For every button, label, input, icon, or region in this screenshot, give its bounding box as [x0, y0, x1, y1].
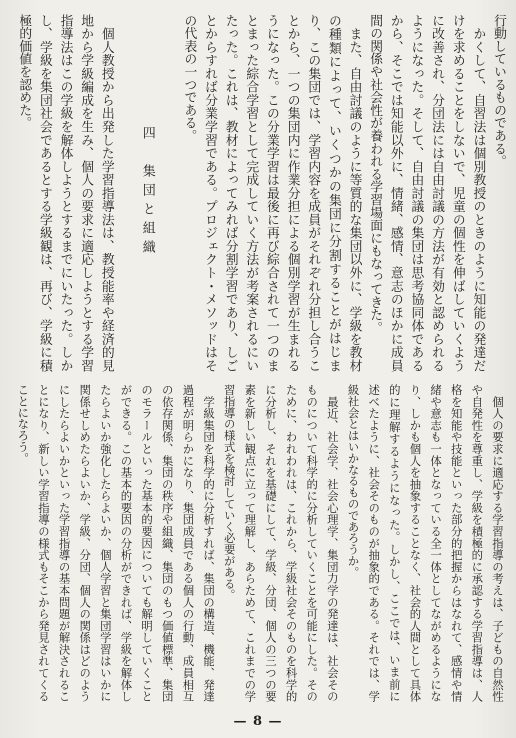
text-column: し、学級を集団社会であるとする学級観は、再び、学級に積 [36, 14, 52, 372]
text-column: ができる。この基本的要因の分析ができれば、学級を解体し [119, 384, 134, 702]
text-column: り、しかも個人を抽象することなく、社会的人間として具体 [408, 384, 423, 702]
text-column: うになった。この分業学習は最後に再び綜合されて一つのま [263, 14, 279, 372]
text-column: から、そこでは知能以外に、情緒、感情、意志のほかに成員 [387, 14, 403, 372]
text-column: 過程が明らかになり、集団成員である個人の行動、成員相互 [181, 384, 196, 702]
text-column: 行動しているものである。 [491, 14, 506, 168]
text-column: に分析し、それを基礎にして、学級、分団、個人の三つの要 [263, 384, 278, 702]
text-column: とになり、新しい学習指導の様式もそこから発見されてくる [36, 384, 51, 702]
bottom-text-block [12, 384, 508, 702]
text-column: ものについて科学的に分析していくことを可能にした。その [305, 384, 320, 702]
text-column: とから、一つの集団内に作業分担による個別学習が生まれる [284, 14, 300, 372]
text-column: 個人の要求に適応する学習指導の考えは、子どもの自然性 [491, 384, 505, 702]
text-column: 地から学級編成を生み、個人の要求に適応しようとする学習 [78, 14, 94, 372]
text-column: 習指導の様式を検討していく必要がある。 [222, 384, 237, 601]
text-column: や自発性を尊重し、学級を積極的に承認する学習指導は、人 [470, 384, 485, 702]
text-column: 述べたように、社会そのものが抽象的である。それでは、学 [367, 384, 382, 702]
text-column: 級社会とはいかなるものであろうか。 [346, 384, 361, 578]
text-column: 関係せしめたらよいか、学級、分団、個人の関係はどのよう [78, 384, 93, 702]
text-column: とまった綜合学習として完成していく方法が考案されるにい [243, 14, 259, 372]
text-column: ようになった。そして、自由討議の集団は思考協同体である [408, 14, 424, 372]
text-column: 学級集団を科学的に分析すれば、集団の構造、機能、発達 [202, 384, 217, 702]
text-column: たらよいか強化したらよいか、個人学習と集団学習はいかに [98, 384, 113, 702]
text-column: の代表の一つである。 [181, 14, 197, 142]
text-column: にしたらよいかといった学習指導の基本問題が解決されるこ [57, 384, 72, 702]
text-column: けを求めることをしないで、児童の個性を伸ばしていくよう [449, 14, 465, 372]
text-column: 間の関係や社会性が養われる学習場面にもなってきた。 [367, 14, 383, 334]
text-column: たった。これは、教材によってみれば分割学習であり、しご [222, 14, 238, 372]
top-text-block [12, 14, 508, 372]
text-column: に改善され、分団法には自由討議の方法が有効と認められる [429, 14, 445, 372]
text-column: 素を新しい観点に立って理解し、あらためて、これまでの学 [243, 384, 258, 702]
text-column: 最近、社会学、社会心理学、集団力学の発達は、社会その [325, 384, 340, 702]
text-column: 指導法はこの学級を解体しようとするまでにいたった。しか [57, 14, 73, 372]
text-column: の種類によって、いくつかの集団に分割することがはじま [325, 14, 341, 372]
text-column: かくして、自習法は個別教授のときのように知能の発達だ [470, 14, 486, 372]
text-column: また、自由討議のように等質的な集団以外に、学級を教材 [346, 14, 362, 372]
text-column: ことになろう。 [16, 384, 31, 464]
text-column: 緒や意志も一体となっている全一体としてながめるようにな [429, 384, 444, 702]
text-column: 的に理解するようになった。しかし、ここでは、いま前に [387, 384, 402, 702]
text-column: 個人教授から出発した学習指導法は、教授能率や経済的見 [98, 14, 114, 372]
text-column: 極的価値を認めた。 [16, 14, 32, 130]
text-column: とからすれば分業学習である。プロジェクト・メソッドはそ [202, 14, 218, 372]
page-number: — 8 — [233, 714, 283, 729]
section-heading: 四 集団と組織 [139, 126, 155, 259]
text-column: の依存関係、集団の秩序や組織、集団のもつ価値標準、集団 [160, 384, 175, 702]
text-column: ために、われわれは、これから、学級社会そのものを科学的 [284, 384, 299, 702]
text-column: 格を知能や技能といった部分的把握からはなれて、感情や情 [449, 384, 464, 702]
text-column: り、この集団では、学習内容を成員がそれぞれ分担し合うこ [305, 14, 321, 372]
text-column: のモラールといった基本的要因についても解明していくこと [140, 384, 155, 702]
